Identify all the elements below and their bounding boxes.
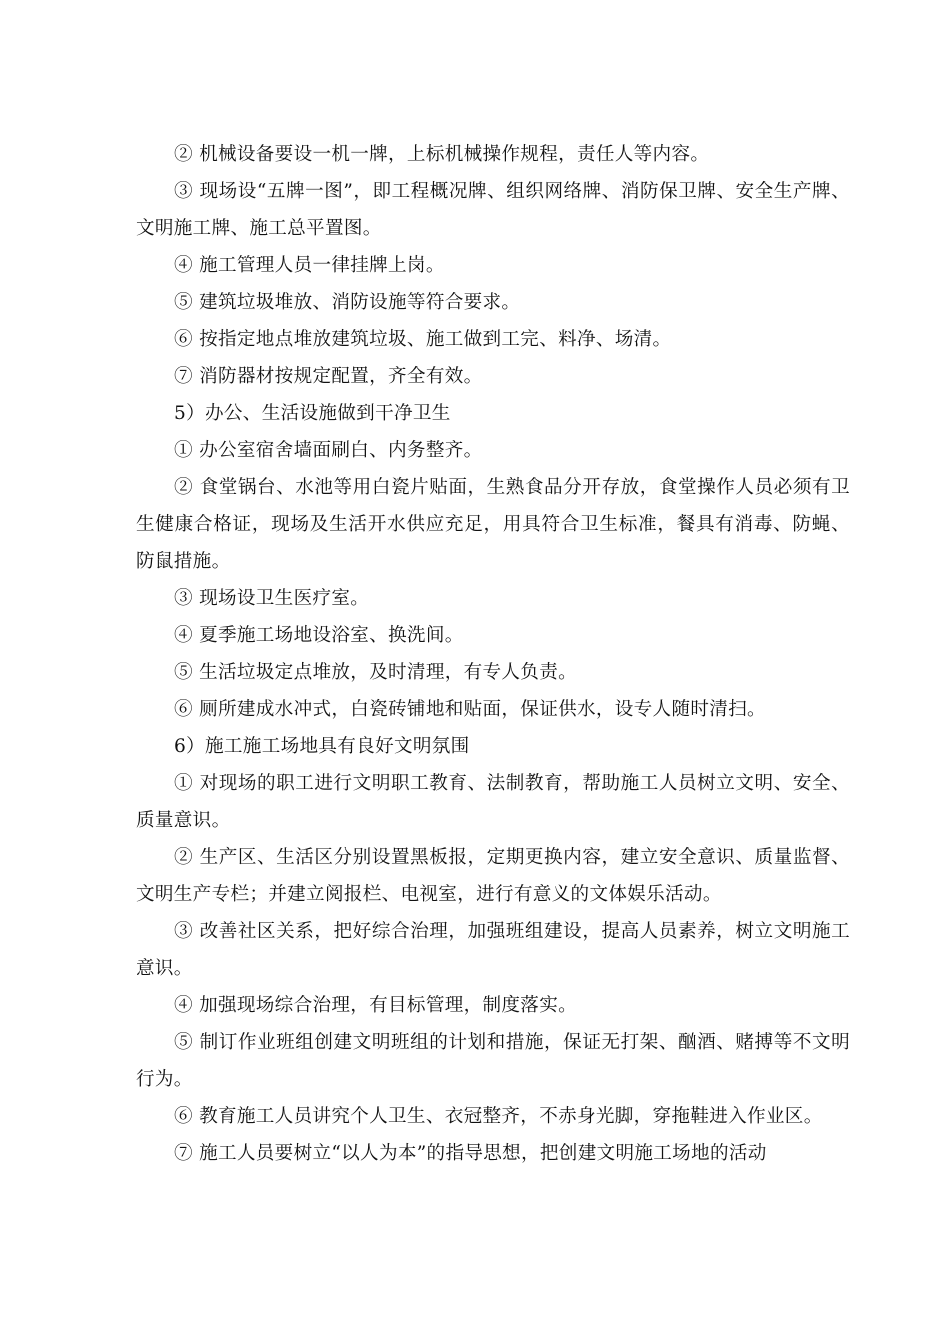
section-heading-6: 6）施工施工场地具有良好文明氛围: [174, 736, 470, 757]
paragraph-item-2: ② 机械设备要设一机一牌，上标机械操作规程，责任人等内容。: [174, 144, 710, 165]
paragraph-item-7: ⑦ 施工人员要树立“以人为本”的指导思想，把创建文明施工场地的活动: [174, 1143, 767, 1164]
document-body: [136, 136, 850, 1172]
paragraph-item-5: ⑤ 制订作业班组创建文明班组的计划和措施，保证无打架、酗酒、赌搏等不文明行为。: [136, 1032, 850, 1090]
section-heading-5: 5）办公、生活设施做到干净卫生: [174, 403, 451, 424]
paragraph-item-4: ④ 施工管理人员一律挂牌上岗。: [174, 255, 445, 276]
paragraph-item-4: ④ 加强现场综合治理，有目标管理，制度落实。: [174, 995, 577, 1016]
paragraph-item-5: ⑤ 生活垃圾定点堆放，及时清理，有专人负责。: [174, 662, 577, 683]
paragraph-item-6: ⑥ 按指定地点堆放建筑垃圾、施工做到工完、料净、场清。: [174, 329, 672, 350]
paragraph-item-2: ② 食堂锅台、水池等用白瓷片贴面，生熟食品分开存放，食堂操作人员必须有卫生健康合格证，现场及生活开水供应充足，用具符合卫生标准，餐具有消毒、防蝇、防鼠措施。: [136, 477, 850, 572]
paragraph-item-6: ⑥ 教育施工人员讲究个人卫生、衣冠整齐，不赤身光脚，穿拖鞋进入作业区。: [174, 1106, 823, 1127]
paragraph-item-2: ② 生产区、生活区分别设置黑板报，定期更换内容，建立安全意识、质量监督、文明生产专栏；并建立阅报栏、电视室，进行有意义的文体娱乐活动。: [136, 847, 850, 905]
paragraph-item-3: ③ 改善社区关系，把好综合治理，加强班组建设，提高人员素养，树立文明施工意识。: [136, 921, 850, 979]
paragraph-item-7: ⑦ 消防器材按规定配置，齐全有效。: [174, 366, 483, 387]
paragraph-item-3: ③ 现场设卫生医疗室。: [174, 588, 370, 609]
paragraph-item-6: ⑥ 厕所建成水冲式，白瓷砖铺地和贴面，保证供水，设专人随时清扫。: [174, 699, 766, 720]
paragraph-item-1: ① 办公室宿舍墙面刷白、内务整齐。: [174, 440, 483, 461]
paragraph-item-3: ③ 现场设“五牌一图”，即工程概况牌、组织网络牌、消防保卫牌、安全生产牌、文明施工牌、施工总平置图。: [136, 181, 850, 239]
paragraph-item-4: ④ 夏季施工场地设浴室、换洗间。: [174, 625, 464, 646]
paragraph-item-1: ① 对现场的职工进行文明职工教育、法制教育，帮助施工人员树立文明、安全、质量意识。: [136, 773, 850, 831]
paragraph-item-5: ⑤ 建筑垃圾堆放、消防设施等符合要求。: [174, 292, 521, 313]
